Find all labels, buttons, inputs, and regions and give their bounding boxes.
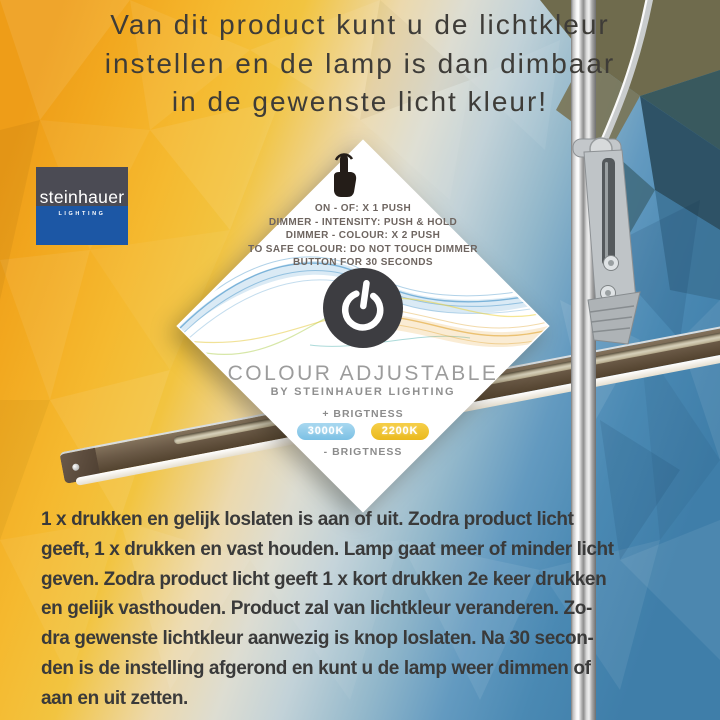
brightness-minus-label: - BRIGTNESS	[323, 446, 403, 458]
brightness-plus-label: + BRIGTNESS	[322, 408, 404, 420]
badge-2200k: 2200K	[371, 423, 429, 440]
headline	[0, 6, 720, 122]
instruction-line: DIMMER - COLOUR: X 2 PUSH	[285, 230, 441, 241]
dimmer-instructions	[223, 202, 503, 270]
description-line: aan en uit zetten.	[41, 687, 188, 709]
description-line: geven. Zodra product licht geeft 1 x kort drukken 2e keer drukken	[41, 568, 607, 590]
instruction-line: ON - OF: X 1 PUSH	[314, 203, 412, 214]
description-line: dra gewenste lichtkleur aanwezig is knop loslaten. Na 30 secon-	[41, 628, 594, 650]
logo-lighting-label: LIGHTING	[58, 211, 106, 217]
description-text	[41, 505, 706, 714]
description-line: 1 x drukken en gelijk loslaten is aan of uit. Zodra product licht	[41, 509, 574, 530]
card-subtitle: BY STEINHAUER LIGHTING	[270, 386, 456, 398]
headline-line: in de gewenste licht kleur!	[171, 86, 549, 117]
logo-brand-name: steinhauer	[39, 187, 125, 207]
color-temperature-badges	[163, 423, 563, 440]
headline-line: instellen en de lamp is dan dimbaar	[104, 47, 616, 79]
steinhauer-logo	[36, 167, 128, 245]
headline-line: Van dit product kunt u de lichtkleur	[110, 9, 610, 40]
instruction-line: BUTTON FOR 30 SECONDS	[293, 257, 433, 268]
description-line: den is de instelling afgerond en kunt u de lamp weer dimmen of	[41, 657, 591, 679]
badge-3000k: 3000K	[297, 423, 355, 440]
power-icon	[321, 266, 405, 350]
instruction-line: DIMMER - INTENSITY: PUSH & HOLD	[268, 216, 458, 228]
description-line: en gelijk vasthouden. Product zal van lichtkleur veranderen. Zo-	[41, 598, 592, 620]
lamp-bar-led-dot	[72, 463, 80, 471]
instruction-line: TO SAFE COLOUR: DO NOT TOUCH DIMMER	[248, 243, 478, 255]
touch-press-icon	[323, 150, 363, 200]
description-line: geeft, 1 x drukken en vast houden. Lamp gaat meer of minder licht	[41, 538, 614, 560]
card-title: COLOUR ADJUSTABLE	[227, 362, 499, 385]
info-card-content	[163, 140, 563, 520]
